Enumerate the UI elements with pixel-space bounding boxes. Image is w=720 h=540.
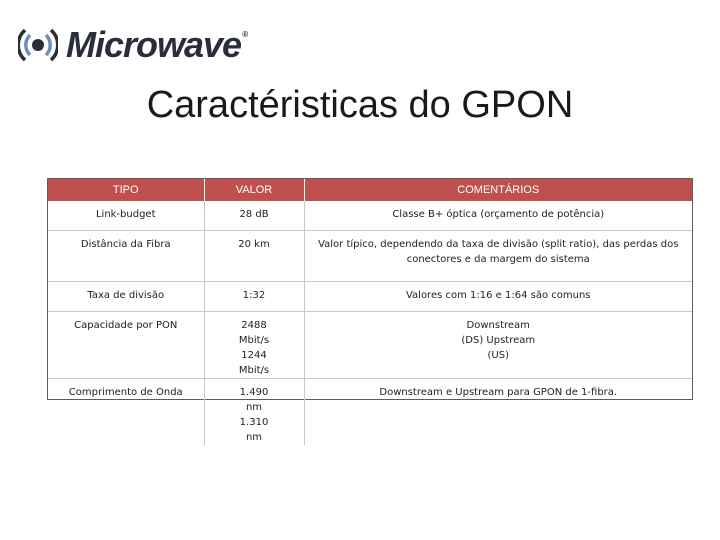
cell-valor: 2488 Mbit/s 1244 Mbit/s <box>204 311 304 378</box>
cell-comentario: Downstream (DS) Upstream (US) <box>304 311 692 378</box>
header-comentarios: COMENTÁRIOS <box>304 179 692 201</box>
cell-tipo: Comprimento de Onda <box>48 378 204 445</box>
cell-comentario: Downstream e Upstream para GPON de 1-fibra. <box>379 386 618 398</box>
table-header-row <box>48 179 692 201</box>
cell-valor: 28 dB <box>204 201 304 230</box>
gpon-table <box>47 178 693 443</box>
table-row <box>48 311 692 378</box>
cell-tipo: Distância da Fibra <box>48 230 204 281</box>
table-row <box>48 281 692 311</box>
cell-comentario: Classe B+ óptica (orçamento de potência) <box>304 201 692 230</box>
cell-comentario: Valores com 1:16 e 1:64 são comuns <box>304 281 692 311</box>
table-row <box>48 201 692 230</box>
table-row <box>48 378 692 445</box>
signal-waves-icon <box>18 25 58 65</box>
logo-wordmark: Microwave® <box>66 24 247 65</box>
cell-tipo: Taxa de divisão <box>48 281 204 311</box>
microwave-logo <box>18 22 247 68</box>
table-row <box>48 230 692 281</box>
cell-valor: 20 km <box>204 230 304 281</box>
cell-valor: 1.490 nm 1.310 nm <box>204 378 304 445</box>
header-tipo: TIPO <box>48 179 204 201</box>
cell-valor: 1:32 <box>204 281 304 311</box>
page-title: Caractéristicas do GPON <box>146 84 574 126</box>
header-valor: VALOR <box>204 179 304 201</box>
cell-comentario: Valor típico, dependendo da taxa de divisão (split ratio), das perdas dos conectores e da margem do sistema <box>304 230 692 281</box>
cell-tipo: Link-budget <box>48 201 204 230</box>
cell-tipo: Capacidade por PON <box>48 311 204 378</box>
